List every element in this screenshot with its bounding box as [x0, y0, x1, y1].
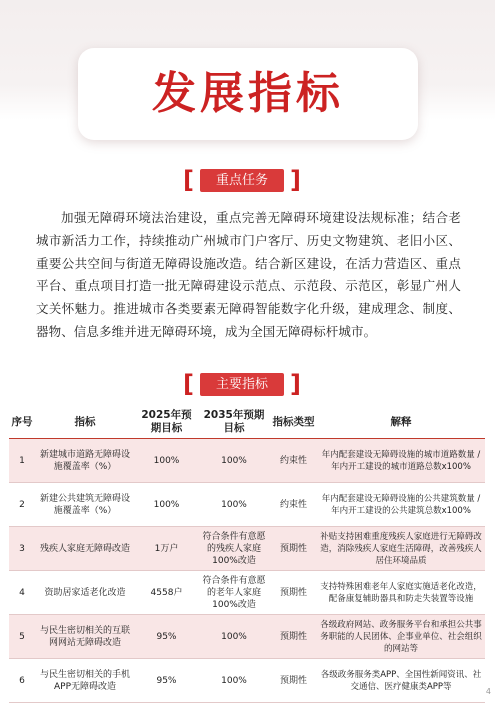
cell-2025: 95% — [135, 615, 198, 659]
header-explanation: 解释 — [317, 406, 485, 439]
cell-explanation: 各级政务服务类APP、全国性新闻资讯、社交通信、医疗健康类APP等 — [317, 659, 485, 703]
right-bracket-icon: ] — [289, 166, 301, 194]
cell-type: 预期性 — [270, 659, 317, 703]
cell-2025: 100% — [135, 439, 198, 483]
intro-paragraph: 加强无障碍环境法治建设，重点完善无障碍环境建设法规标准；结合老城市新活力工作，持续推动广州城市门户客厅、历史文物建筑、老旧小区、重要公共空间与街道无障碍设施改造。结合新区建设，在活力营造区、重点平台、重点项目打造一批无障碍建设示范点、示范段、示范区，彰显广州人文关怀魅力。推进城市各类要素无障碍智能数字化升级，建成理念、制度、器物、信息多维并进无障碍环境，成为全国无障碍标杆城市。 — [36, 210, 461, 339]
indicators-table — [9, 406, 485, 703]
cell-2035: 100% — [198, 615, 270, 659]
cell-2035: 100% — [198, 483, 270, 527]
header-type: 指标类型 — [270, 406, 317, 439]
header-no: 序号 — [9, 406, 35, 439]
cell-2025: 100% — [135, 483, 198, 527]
section-label-key-tasks: 重点任务 — [200, 169, 284, 192]
cell-2025: 4558户 — [135, 571, 198, 615]
table-header-row — [9, 406, 485, 439]
table-row — [9, 527, 485, 571]
cell-indicator: 资助居家适老化改造 — [35, 571, 135, 615]
page-title: 发展指标 — [152, 68, 344, 119]
cell-type: 预期性 — [270, 527, 317, 571]
cell-2035: 100% — [198, 439, 270, 483]
cell-type: 预期性 — [270, 615, 317, 659]
cell-indicator: 残疾人家庭无障碍改造 — [35, 527, 135, 571]
section-header-main-indicators — [183, 372, 301, 396]
section-label-main-indicators: 主要指标 — [200, 373, 284, 396]
cell-type: 预期性 — [270, 571, 317, 615]
cell-explanation: 年内配套建设无障碍设施的城市道路数量 / 年内开工建设的城市道路总数x100% — [317, 439, 485, 483]
cell-no: 3 — [9, 527, 35, 571]
cell-2025: 1万户 — [135, 527, 198, 571]
page-number: 4 — [485, 687, 491, 696]
cell-2035: 符合条件有意愿的老年人家庭100%改造 — [198, 571, 270, 615]
header-2025-target: 2025年预期目标 — [135, 406, 198, 439]
table-row — [9, 571, 485, 615]
cell-indicator: 与民生密切相关的手机APP无障碍改造 — [35, 659, 135, 703]
cell-explanation: 年内配套建设无障碍设施的公共建筑数量 / 年内开工建设的公共建筑总数x100% — [317, 483, 485, 527]
left-bracket-icon: [ — [183, 166, 194, 194]
cell-no: 2 — [9, 483, 35, 527]
cell-indicator: 与民生密切相关的互联网网站无障碍改造 — [35, 615, 135, 659]
cell-no: 6 — [9, 659, 35, 703]
title-card — [78, 48, 418, 140]
cell-no: 5 — [9, 615, 35, 659]
header-2035-target: 2035年预期目标 — [198, 406, 270, 439]
header-indicator: 指标 — [35, 406, 135, 439]
section-header-key-tasks — [183, 168, 301, 192]
cell-no: 4 — [9, 571, 35, 615]
cell-explanation: 支持特殊困难老年人家庭实施适老化改造，配备康复辅助器具和防走失装置等设施 — [317, 571, 485, 615]
right-bracket-icon: ] — [289, 370, 301, 398]
cell-2035: 100% — [198, 659, 270, 703]
cell-2035: 符合条件有意愿的残疾人家庭100%改造 — [198, 527, 270, 571]
cell-type: 约束性 — [270, 439, 317, 483]
table-row — [9, 659, 485, 703]
cell-explanation: 补贴支持困难重度残疾人家庭进行无障碍改造，消除残疾人家庭生活障碍，改善残疾人居住环境品质 — [317, 527, 485, 571]
cell-indicator: 新建城市道路无障碍设施覆盖率（%） — [35, 439, 135, 483]
left-bracket-icon: [ — [183, 370, 194, 398]
cell-type: 约束性 — [270, 483, 317, 527]
table-row — [9, 439, 485, 483]
cell-explanation: 各级政府网站、政务服务平台和承担公共事务职能的人民团体、企事业单位、社会组织的网站等 — [317, 615, 485, 659]
cell-indicator: 新建公共建筑无障碍设施覆盖率（%） — [35, 483, 135, 527]
table-row — [9, 615, 485, 659]
cell-2025: 95% — [135, 659, 198, 703]
table-row — [9, 483, 485, 527]
cell-no: 1 — [9, 439, 35, 483]
